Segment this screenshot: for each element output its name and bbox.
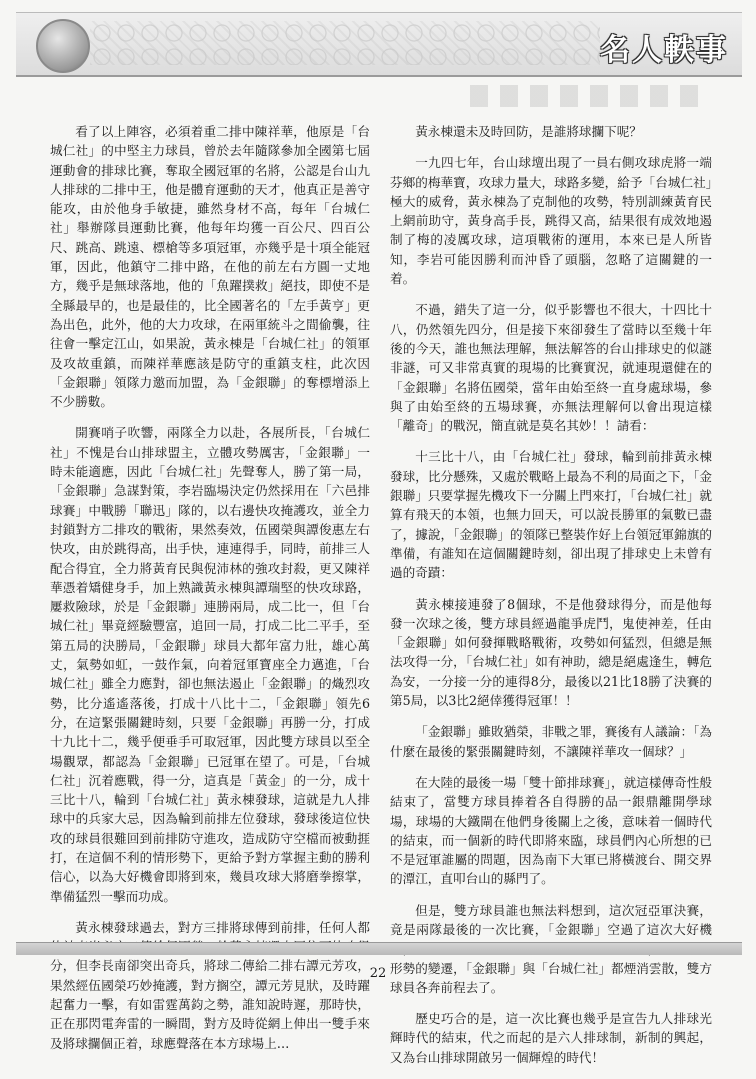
- section-title: 名人軼事: [600, 33, 728, 68]
- background-watermark: [470, 85, 700, 107]
- right-column: [390, 122, 712, 1079]
- portrait-image: [36, 19, 90, 73]
- paragraph: 歷史巧合的是，這一次比賽也幾乎是宣告九人排球光輝時代的結束，代之而起的是六人排球制，新制的興起，又為台山排球開啟另一個輝煌的時代！: [390, 1011, 712, 1065]
- header-banner: [16, 12, 742, 77]
- paragraph: 看了以上陣容，必須着重二排中陳祥華，他原是「台城仁社」的中堅主力球員，曾於去年隨隊參加全國第七屆運動會的排球比賽，奪取全國冠軍的名將，公認是台山九人排球的二排中王，他是體育運動的天才，他真正是善守能攻，由於他身手敏捷，雖然身材不高，每年「台城仁社」舉辦隊員運動比賽，他每年均獲一百公尺、四百公尺、跳高、跳遠、標槍等多項冠軍，亦幾乎是十項全能冠軍，因此，他鎮守二排中路，在他的前左右方圓一丈地方，幾乎是無球落地，他的「魚躍撲救」絕技，即使不是全縣最早的，也是最佳的，比全國著名的「左手黃亨」更為出色，此外，他的大力攻球，在兩軍統斗之間偷襲，往往會一擊定江山，如果說，黃永棟是「台城仁社」的領軍及攻故重鎮，而陳祥華應該是防守的重鎮支柱，此次因「金銀聯」領隊力邀而加盟，為「金銀聯」的奪標增添上不少勝數。: [50, 124, 370, 410]
- decorative-pattern: [90, 21, 600, 65]
- paragraph: 但是，雙方球員誰也無法料想到，這次冠亞軍決賽，竟是兩隊最後的一次比賽，「金銀聯」空過了這次大好機 形勢的變遷，「金銀聯」與「台城仁社」都煙消雲散，雙方球員各奔前程去了。: [390, 902, 712, 995]
- paragraph: 不過，錯失了這一分，似乎影響也不很大，十四比十八，仍然領先四分，但是接下來卻發生了當時以至幾十年後的今天，誰也無法理解，無法解答的台山排球史的似謎非謎，可又非常真實的現場的比賽實況，就連現還健在的「金銀聯」名將伍國榮，當年由始至終一直身處球場，參與了由始至終的五場球賽，亦無法理解何以會出現這樣「離奇」的戰況，簡直就是莫名其妙！！請看：: [390, 302, 712, 434]
- paragraph: 開賽哨子吹響，兩隊全力以赴，各展所長，「台城仁社」不愧是台山排球盟主，立體攻勢厲害，「金銀聯」一時未能適應，因此「台城仁社」先聲奪人，勝了第一局，「金銀聯」急謀對策，李岩臨場決定仍然採用在「六邑排球賽」中戰勝「聯迅」隊的，以右邊快攻掩護攻，並全力封鎖對方二排攻的戰術，果然奏效，伍國榮與譚俊惠左右快攻，由於跳得高，出手快，連連得手，同時，前排三人配合得宜，全力將黃育民與倪沛林的強攻封殺，更又陳祥華憑着矯健身手，加上熟識黃永棟與譚瑞堅的快攻球路，屢救險球，於是「金銀聯」連勝兩局，成二比一，但「台城仁社」畢竟經驗豐富，追回一局，打成二比二平手，至第五局的決勝局，「金銀聯」球員大都年富力壯，雄心萬丈，氣勢如虹，一鼓作氣，向着冠軍寶座全力邁進，「台城仁社」雖全力應對，卻也無法遏止「金銀聯」的熾烈攻勢，比分遙遙落後，打成十八比十二，「金銀聯」領先6分，在這緊張關鍵時刻，只要「金銀聯」再勝一分，打成十九比十二，幾乎便垂手可取冠軍，因此雙方球員以至全場觀眾，都認為「金銀聯」已冠軍在望了。可是，「台城仁社」沉着應戰，得一分，這真是「黃金」的一分，成十三比十八，輪到「台城仁社」黃永棟發球，這就是九人排球中的兵家大忌，因為輪到前排左位發球，發球後這位快攻的球員很難回到前排防守進攻，造成防守空檔而被動捱打，在這個不利的情形勢下，更給予對方掌握主動的勝利信心，以為大好機會即將到來，幾員攻球大將磨拳擦掌，準備猛烈一擊而功成。: [50, 425, 370, 904]
- paragraph: 十三比十八，由「台城仁社」發球，輪到前排黃永棟發球，比分懸殊，又處於戰略上最為不利的局面之下，「金銀聯」只要掌握先機攻下一分關上門來打，「台城仁社」就算有飛天的本領，也無力回天，可以說長勝軍的氣數已盡了，據說，「金銀聯」的領隊已整裝作好上台領冠軍錦旗的準備，有誰知在這個關鍵時刻，卻出現了排球史上未曾有過的奇蹟：: [390, 449, 712, 581]
- page-number: 22: [369, 966, 387, 981]
- footer-rule: [16, 942, 742, 955]
- paragraph: 黃永棟發球過去，對方三排將球傳到前排，任何人都 分，但李長南卻突出奇兵，將球二傳給二排右譚元芳攻，果然經伍國榮巧妙掩護，對方搁空，譚元芳見狀，及時躍起奮力一擊，有如雷霆萬鈞之勢，誰知說時遲，那時快，正在那閃電奔雷的一瞬間，對方及時從網上伸出一雙手來及將球攔個正着，球應聲落在本方球場上…: [50, 919, 370, 1051]
- left-column: [50, 122, 370, 1065]
- paragraph: 「金銀聯」雖敗猶榮，非戰之罪，賽後有人議論：「為什麼在最後的緊張關鍵時刻，不讓陳祥華攻一個球？」: [390, 724, 712, 759]
- paragraph: 黃永棟還未及時回防，是誰將球攔下呢？: [415, 124, 642, 139]
- paragraph: 一九四七年，台山球壇出現了一員右側攻球虎將一端芬鄉的梅華寶，攻球力量大，球路多變，給予「台城仁社」極大的威脅，黃永棟為了克制他的攻勢，特別訓練黃育民上網前助守，黃身高手長，跳得又高，結果很有成效地遏制了梅的凌厲攻球，這項戰術的運用，本來已是人所皆知，李岩可能因勝利而沖昏了頭腦，忽略了這關鍵的一着。: [390, 155, 712, 287]
- paragraph: 黃永棟接連發了8個球，不是他發球得分，而是他每發一次球之後，雙方球員經過龍爭虎鬥，鬼使神差，任由「金銀聯」如何發揮戰略戰術，攻勢如何猛烈，但總是無法攻得一分，「台城仁社」如有神助，總是絕處逢生，轉危為安，一分接一分的連得8分，最後以21比18勝了決賽的第5局，以3比2絕倖獲得冠軍！！: [390, 596, 712, 709]
- paragraph: 在大陸的最後一場「雙十節排球賽」，就這樣傳奇性般結束了，當雙方球員捧着各自得勝的品一銀鼎離開學球場，球場的大鐵閘在他們身後關上之後，意味着一個時代的結束，而一個新的時代即將來臨，球員們內心所想的已不是冠軍誰屬的問題，因為南下大軍已將橫渡台、開交界的潭江，直叩台山的縣門了。: [390, 774, 712, 887]
